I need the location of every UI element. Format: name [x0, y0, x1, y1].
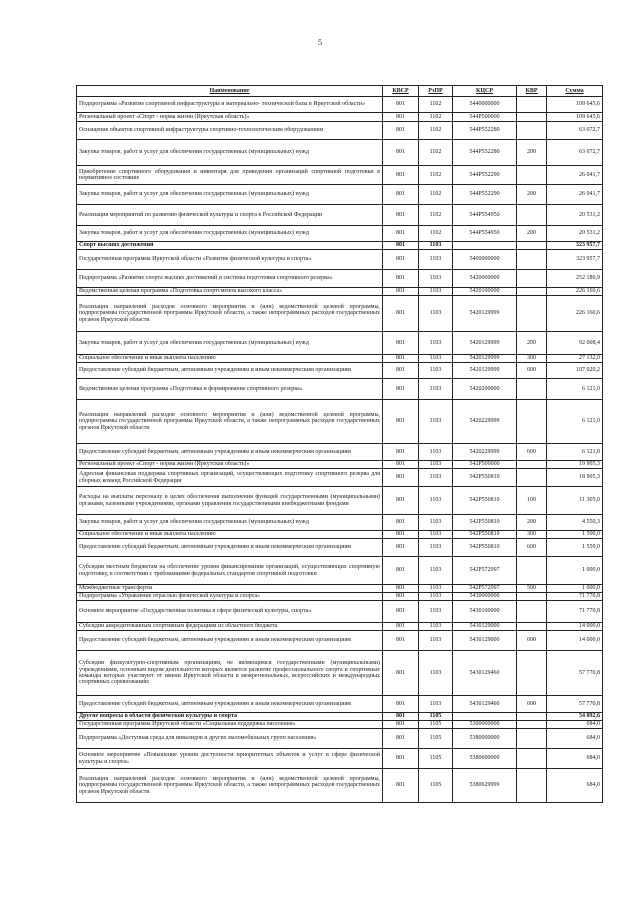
cell-kvsr: 801: [383, 601, 419, 623]
table-header-row: [77, 86, 603, 97]
table-row: [77, 696, 603, 713]
table-row: [77, 531, 603, 539]
cell-kcsr: 5430000000: [453, 593, 517, 601]
cell-kcsr: [453, 242, 517, 250]
table-row: [77, 729, 603, 749]
cell-rzpr: 1103: [419, 379, 453, 400]
cell-kcsr: 542P572997: [453, 557, 517, 585]
cell-sum: 26 041,7: [547, 185, 603, 205]
cell-name: Социальное обеспечение и иные выплаты населению: [77, 531, 383, 539]
table-row: [77, 631, 603, 651]
cell-kvr: 200: [517, 515, 547, 531]
cell-kcsr: 5420229999: [453, 400, 517, 444]
cell-rzpr: 1103: [419, 363, 453, 379]
cell-rzpr: 1103: [419, 469, 453, 487]
table-row: [77, 651, 603, 696]
cell-sum: 92 008,4: [547, 332, 603, 355]
cell-kvr: 100: [517, 487, 547, 515]
cell-kcsr: 5430129000: [453, 623, 517, 631]
cell-sum: 109 645,6: [547, 113, 603, 122]
cell-kvsr: 801: [383, 242, 419, 250]
cell-name: Предоставление субсидий бюджетным, автономным учреждениям и иным некоммерческим организациям: [77, 444, 383, 461]
cell-kcsr: 5420000000: [453, 270, 517, 288]
cell-kvsr: 801: [383, 166, 419, 185]
cell-sum: 63 072,7: [547, 140, 603, 166]
table-row: [77, 769, 603, 803]
cell-kvsr: 801: [383, 651, 419, 696]
cell-rzpr: 1103: [419, 557, 453, 585]
table-row: [77, 332, 603, 355]
cell-kvsr: 801: [383, 400, 419, 444]
cell-name: Закупка товаров, работ и услуг для обеспечения государственных (муниципальных) нужд: [77, 226, 383, 242]
cell-sum: 57 770,8: [547, 696, 603, 713]
table-row: [77, 296, 603, 332]
cell-kvsr: 801: [383, 296, 419, 332]
cell-kcsr: 544P554950: [453, 226, 517, 242]
cell-kvr: [517, 400, 547, 444]
cell-kcsr: 542P550810: [453, 539, 517, 557]
cell-kvr: 600: [517, 363, 547, 379]
cell-sum: 71 770,8: [547, 601, 603, 623]
cell-name: Ведомственная целевая программа «Подготовка спортсменов высокого класса»: [77, 288, 383, 296]
cell-sum: 323 957,7: [547, 250, 603, 270]
table-row: [77, 288, 603, 296]
cell-kvsr: 801: [383, 557, 419, 585]
cell-name: Государственная программа Иркутской области «Развитие физической культуры и спорта»: [77, 250, 383, 270]
cell-kvr: [517, 601, 547, 623]
cell-kvr: [517, 122, 547, 140]
cell-kvr: [517, 270, 547, 288]
cell-kvsr: 801: [383, 205, 419, 226]
table-row: [77, 122, 603, 140]
cell-sum: 1 000,0: [547, 585, 603, 593]
cell-kvsr: 801: [383, 379, 419, 400]
cell-kvsr: 801: [383, 113, 419, 122]
table-row: [77, 97, 603, 113]
cell-kcsr: [453, 713, 517, 721]
cell-kvsr: 801: [383, 270, 419, 288]
cell-kvr: [517, 651, 547, 696]
cell-rzpr: 1103: [419, 270, 453, 288]
cell-name: Региональный проект «Спорт - норма жизни (Иркутская область)»: [77, 461, 383, 469]
cell-kvsr: 801: [383, 487, 419, 515]
cell-name: Социальное обеспечение и иные выплаты населению: [77, 355, 383, 363]
table-row: [77, 185, 603, 205]
cell-kvr: 600: [517, 696, 547, 713]
cell-kvsr: 801: [383, 729, 419, 749]
cell-name: Реализация направлений расходов основного мероприятия и (или) ведомственной целевой программы, подпрограммы государственной программы Иркутской области, а также непрограммных расходов государственных органов Иркутской области: [77, 296, 383, 332]
cell-rzpr: 1103: [419, 355, 453, 363]
cell-sum: 107 020,2: [547, 363, 603, 379]
cell-kcsr: 544P552290: [453, 185, 517, 205]
cell-kvsr: 801: [383, 749, 419, 769]
cell-rzpr: 1103: [419, 296, 453, 332]
table-body: [77, 97, 603, 803]
cell-rzpr: 1103: [419, 593, 453, 601]
cell-kvsr: 801: [383, 461, 419, 469]
cell-rzpr: 1102: [419, 122, 453, 140]
cell-kvr: 600: [517, 444, 547, 461]
cell-kcsr: 5430129460: [453, 651, 517, 696]
cell-kvsr: 801: [383, 631, 419, 651]
cell-kcsr: 544P552290: [453, 166, 517, 185]
cell-sum: 6 121,0: [547, 379, 603, 400]
cell-rzpr: 1103: [419, 623, 453, 631]
cell-name: Реализация направлений расходов основного мероприятия и (или) ведомственной целевой программы, подпрограммы государственной программы Иркутской области, а также непрограммных расходов государственных органов Иркутской области: [77, 769, 383, 803]
budget-table: [76, 85, 603, 803]
cell-rzpr: 1103: [419, 631, 453, 651]
cell-kcsr: 5420129999: [453, 355, 517, 363]
cell-kcsr: 5420200000: [453, 379, 517, 400]
cell-kvr: [517, 113, 547, 122]
table-row: [77, 379, 603, 400]
cell-kcsr: 5430129460: [453, 696, 517, 713]
cell-kvsr: 801: [383, 593, 419, 601]
cell-kvr: 300: [517, 531, 547, 539]
cell-rzpr: 1103: [419, 461, 453, 469]
cell-kvr: [517, 250, 547, 270]
table-row: [77, 585, 603, 593]
cell-sum: 684,0: [547, 769, 603, 803]
cell-kcsr: 5380629999: [453, 769, 517, 803]
cell-rzpr: 1103: [419, 601, 453, 623]
cell-kvsr: 801: [383, 696, 419, 713]
cell-kvsr: 801: [383, 122, 419, 140]
cell-name: Подпрограмма «Развитие спорта высших достижений и системы подготовки спортивного резерва»: [77, 270, 383, 288]
cell-kvr: 500: [517, 585, 547, 593]
cell-kvr: [517, 242, 547, 250]
cell-sum: 57 770,8: [547, 651, 603, 696]
cell-rzpr: 1103: [419, 332, 453, 355]
cell-sum: 226 160,6: [547, 288, 603, 296]
header-name: Наименование: [77, 86, 383, 97]
cell-kvr: [517, 166, 547, 185]
cell-kcsr: 542P550810: [453, 531, 517, 539]
cell-name: Реализация направлений расходов основного мероприятия и (или) ведомственной целевой программы, подпрограммы государственной программы Иркутской области, а также непрограммных расходов государственных органов Иркутской области: [77, 400, 383, 444]
cell-sum: 20 531,2: [547, 205, 603, 226]
cell-name: Подпрограмма «Доступная среда для инвалидов и других маломобильных групп населения»: [77, 729, 383, 749]
cell-rzpr: 1102: [419, 140, 453, 166]
cell-kvr: 600: [517, 631, 547, 651]
cell-kvsr: 801: [383, 515, 419, 531]
cell-kvr: 600: [517, 539, 547, 557]
cell-kcsr: 5400000000: [453, 250, 517, 270]
cell-kvr: [517, 379, 547, 400]
cell-sum: 1 550,0: [547, 539, 603, 557]
cell-name: Закупка товаров, работ и услуг для обеспечения государственных (муниципальных) нужд: [77, 140, 383, 166]
cell-kvsr: 801: [383, 250, 419, 270]
table-row: [77, 461, 603, 469]
cell-kvsr: 801: [383, 185, 419, 205]
table-row: [77, 593, 603, 601]
table-row: [77, 140, 603, 166]
cell-kcsr: 542P500000: [453, 461, 517, 469]
cell-sum: 109 645,6: [547, 97, 603, 113]
cell-rzpr: 1103: [419, 487, 453, 515]
cell-kvr: [517, 729, 547, 749]
table-row: [77, 270, 603, 288]
cell-kcsr: 5440000000: [453, 97, 517, 113]
cell-kvr: [517, 721, 547, 729]
cell-name: Адресная финансовая поддержка спортивных организаций, осуществляющих подготовку спортивного резерва для сборных команд Российской Федерации: [77, 469, 383, 487]
page-number: 5: [318, 38, 322, 47]
cell-name: Субсидии аккредитованным спортивным федерациям из областного бюджета: [77, 623, 383, 631]
cell-rzpr: 1102: [419, 166, 453, 185]
cell-kvr: [517, 461, 547, 469]
cell-sum: 63 072,7: [547, 122, 603, 140]
cell-kvr: 200: [517, 226, 547, 242]
cell-kvsr: 801: [383, 288, 419, 296]
cell-name: Предоставление субсидий бюджетным, автономным учреждениям и иным некоммерческим организациям: [77, 696, 383, 713]
cell-rzpr: 1103: [419, 531, 453, 539]
cell-kvsr: 801: [383, 97, 419, 113]
cell-sum: 27 132,0: [547, 355, 603, 363]
cell-kcsr: 542P550810: [453, 487, 517, 515]
cell-rzpr: 1103: [419, 585, 453, 593]
cell-name: Ведомственная целевая программа «Подготовка и формирование спортивного резерва»: [77, 379, 383, 400]
cell-sum: 6 121,0: [547, 444, 603, 461]
cell-sum: 684,0: [547, 721, 603, 729]
cell-kvr: [517, 749, 547, 769]
cell-sum: 323 957,7: [547, 242, 603, 250]
cell-rzpr: 1103: [419, 696, 453, 713]
table-row: [77, 749, 603, 769]
cell-name: Подпрограмма «Развитие спортивной инфраструктуры и материально- технической базы в Иркутской области»: [77, 97, 383, 113]
cell-sum: 1 500,0: [547, 531, 603, 539]
cell-kvsr: 801: [383, 444, 419, 461]
cell-rzpr: 1103: [419, 400, 453, 444]
cell-rzpr: 1103: [419, 515, 453, 531]
cell-sum: 18 905,3: [547, 469, 603, 487]
cell-kcsr: 5420100000: [453, 288, 517, 296]
cell-kvsr: 801: [383, 623, 419, 631]
cell-name: Государственная программа Иркутской области «Социальная поддержка населения»: [77, 721, 383, 729]
cell-name: Реализация мероприятий по развитию физической культуры и спорта в Российской Федерации: [77, 205, 383, 226]
cell-sum: 1 000,0: [547, 557, 603, 585]
cell-name: Закупка товаров, работ и услуг для обеспечения государственных (муниципальных) нужд: [77, 185, 383, 205]
cell-sum: 684,0: [547, 749, 603, 769]
cell-kcsr: 5420129999: [453, 363, 517, 379]
cell-name: Межбюджетные трансферты: [77, 585, 383, 593]
cell-kcsr: 5420129999: [453, 332, 517, 355]
cell-sum: 54 892,6: [547, 713, 603, 721]
cell-sum: 26 041,7: [547, 166, 603, 185]
cell-name: Приобретение спортивного оборудования и инвентаря для приведения организаций спортивной подготовки в нормативное состояние: [77, 166, 383, 185]
cell-kvsr: 801: [383, 469, 419, 487]
cell-name: Подпрограмма «Управление отраслью физической культуры и спорта»: [77, 593, 383, 601]
cell-name: Другие вопросы в области физической культуры и спорта: [77, 713, 383, 721]
header-sum: Сумма: [547, 86, 603, 97]
cell-kvsr: 801: [383, 539, 419, 557]
table-row: [77, 400, 603, 444]
cell-kcsr: 5420129999: [453, 296, 517, 332]
cell-rzpr: 1102: [419, 205, 453, 226]
cell-kvsr: 801: [383, 531, 419, 539]
cell-name: Предоставление субсидий бюджетным, автономным учреждениям и иным некоммерческим организациям: [77, 631, 383, 651]
cell-name: Субсидии местным бюджетам на обеспечение уровня финансирования организаций, осуществляющих спортивную подготовку, в соответствии с требованиями федеральных стандартов спортивной подготовки: [77, 557, 383, 585]
cell-rzpr: 1102: [419, 113, 453, 122]
cell-kvsr: 801: [383, 585, 419, 593]
table-row: [77, 713, 603, 721]
cell-name: Субсидии физкультурно-спортивным организациям, не являющимся государственными (муниципальными) учреждениями, основным видом деятельности которых является развитие профессионального спорта и спортивные команды которых участвуют от имени Иркутской области в межрегиональных, всероссийских и международных спортивных соревнованиях: [77, 651, 383, 696]
table-row: [77, 539, 603, 557]
header-kvr: КВР: [517, 86, 547, 97]
table-row: [77, 444, 603, 461]
cell-kvr: 300: [517, 355, 547, 363]
cell-kcsr: 544P552280: [453, 140, 517, 166]
table-row: [77, 250, 603, 270]
cell-sum: 684,0: [547, 729, 603, 749]
cell-name: Расходы на выплаты персоналу в целях обеспечения выполнения функций государственными (муниципальными) органами, казенными учреждениями, органами управления государственными внебюджетными фондами: [77, 487, 383, 515]
cell-kvr: [517, 593, 547, 601]
cell-rzpr: 1102: [419, 226, 453, 242]
cell-rzpr: 1105: [419, 729, 453, 749]
cell-name: Региональный проект «Спорт - норма жизни (Иркутская область)»: [77, 113, 383, 122]
cell-kcsr: 5420229999: [453, 444, 517, 461]
table-row: [77, 601, 603, 623]
table-row: [77, 623, 603, 631]
cell-sum: 11 305,0: [547, 487, 603, 515]
table-row: [77, 515, 603, 531]
cell-kvr: 200: [517, 332, 547, 355]
table-row: [77, 355, 603, 363]
cell-kvsr: 801: [383, 355, 419, 363]
cell-rzpr: 1105: [419, 749, 453, 769]
table-row: [77, 226, 603, 242]
cell-sum: 19 905,3: [547, 461, 603, 469]
cell-kvsr: 801: [383, 332, 419, 355]
cell-rzpr: 1105: [419, 721, 453, 729]
cell-kcsr: 542P550810: [453, 469, 517, 487]
cell-name: Предоставление субсидий бюджетным, автономным учреждениям и иным некоммерческим организациям: [77, 539, 383, 557]
cell-rzpr: 1105: [419, 713, 453, 721]
cell-name: Закупка товаров, работ и услуг для обеспечения государственных (муниципальных) нужд: [77, 332, 383, 355]
cell-kcsr: 5430129000: [453, 631, 517, 651]
cell-kvsr: 801: [383, 363, 419, 379]
cell-kvsr: 801: [383, 721, 419, 729]
cell-name: Предоставление субсидий бюджетным, автономным учреждениям и иным некоммерческим организациям: [77, 363, 383, 379]
cell-rzpr: 1103: [419, 242, 453, 250]
cell-kvsr: 801: [383, 769, 419, 803]
header-kvsr: КВСР: [383, 86, 419, 97]
cell-kvr: 200: [517, 185, 547, 205]
table-row: [77, 205, 603, 226]
cell-kvsr: 801: [383, 713, 419, 721]
cell-rzpr: 1103: [419, 444, 453, 461]
cell-kvr: [517, 288, 547, 296]
table-row: [77, 113, 603, 122]
cell-rzpr: 1103: [419, 539, 453, 557]
cell-rzpr: 1102: [419, 185, 453, 205]
cell-name: Закупка товаров, работ и услуг для обеспечения государственных (муниципальных) нужд: [77, 515, 383, 531]
cell-kvr: [517, 205, 547, 226]
table-row: [77, 166, 603, 185]
cell-sum: 6 121,0: [547, 400, 603, 444]
cell-name: Основное мероприятие «Государственная политика в сфере физической культуры, спорта»: [77, 601, 383, 623]
cell-kvr: [517, 557, 547, 585]
cell-rzpr: 1102: [419, 97, 453, 113]
cell-kvr: [517, 713, 547, 721]
table-row: [77, 487, 603, 515]
cell-rzpr: 1105: [419, 769, 453, 803]
cell-kvr: 200: [517, 140, 547, 166]
cell-kvr: [517, 769, 547, 803]
cell-rzpr: 1103: [419, 651, 453, 696]
cell-sum: 4 550,3: [547, 515, 603, 531]
header-kcsr: КЦСР: [453, 86, 517, 97]
cell-name: Основное мероприятие «Повышение уровня доступности приоритетных объектов и услуг в сфере физической культуры и спорта»: [77, 749, 383, 769]
cell-kvsr: 801: [383, 140, 419, 166]
cell-kcsr: 544P554950: [453, 205, 517, 226]
cell-kcsr: 5380000000: [453, 729, 517, 749]
cell-kcsr: 544P552280: [453, 122, 517, 140]
cell-sum: 20 531,2: [547, 226, 603, 242]
cell-kvr: [517, 623, 547, 631]
cell-name: Оснащение объектов спортивной инфраструктуры спортивно-технологическим оборудованием: [77, 122, 383, 140]
cell-kvr: [517, 97, 547, 113]
table-row: [77, 721, 603, 729]
cell-kvsr: 801: [383, 226, 419, 242]
cell-sum: 14 000,0: [547, 631, 603, 651]
table-row: [77, 363, 603, 379]
table-row: [77, 469, 603, 487]
cell-kcsr: 542P572997: [453, 585, 517, 593]
cell-sum: 71 770,8: [547, 593, 603, 601]
header-rzpr: РзПР: [419, 86, 453, 97]
table-row: [77, 242, 603, 250]
cell-sum: 252 186,9: [547, 270, 603, 288]
cell-kvr: [517, 296, 547, 332]
cell-name: Спорт высших достижений: [77, 242, 383, 250]
cell-kcsr: 5430100000: [453, 601, 517, 623]
cell-kcsr: 5380600000: [453, 749, 517, 769]
table-row: [77, 557, 603, 585]
cell-rzpr: 1103: [419, 250, 453, 270]
cell-sum: 226 160,6: [547, 296, 603, 332]
cell-kcsr: 542P550810: [453, 515, 517, 531]
cell-kcsr: 544P500000: [453, 113, 517, 122]
cell-sum: 14 000,0: [547, 623, 603, 631]
cell-kcsr: 5300000000: [453, 721, 517, 729]
cell-kvr: [517, 469, 547, 487]
cell-rzpr: 1103: [419, 288, 453, 296]
